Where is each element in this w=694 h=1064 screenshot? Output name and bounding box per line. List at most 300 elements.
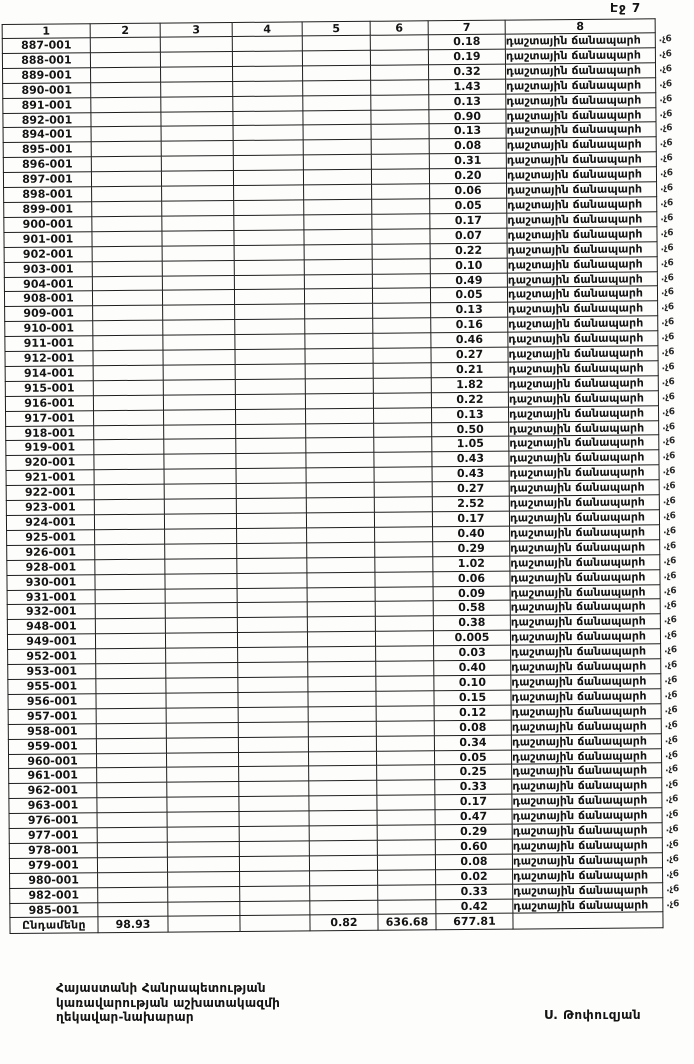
parcel-id-cell: 960-001 [9,753,97,769]
footer-org-line-3: ղեկավար-նախարար [56,1010,194,1024]
overflow-text: .չ6 [663,526,677,537]
empty-cell-col4 [233,170,303,186]
empty-cell-col5 [309,855,377,870]
area-value-cell: 0.58 [433,601,510,617]
empty-cell-col2 [97,842,167,858]
empty-cell-col6 [375,631,433,646]
empty-cell-col6 [377,825,435,840]
road-type-cell [507,256,674,272]
empty-cell-col5 [303,80,371,95]
road-type-label: դաշտային ճանապարհ [511,704,647,719]
road-type-cell [506,152,673,168]
overflow-text: .չ6 [663,540,677,552]
empty-cell-col5 [307,542,375,557]
empty-cell-col6 [377,840,435,855]
empty-cell-col4 [238,647,308,663]
header-cell-4: 4 [232,22,302,37]
empty-cell-col3 [166,722,238,738]
parcel-id-cell: 889-001 [3,68,91,84]
overflow-text: .չ6 [660,227,674,239]
empty-cell-col4 [234,200,304,216]
area-value-cell: 1.05 [432,437,509,453]
empty-cell-col5 [309,766,377,781]
total-col8-cell [513,912,663,929]
area-value-cell: 0.07 [430,228,507,244]
empty-cell-col4 [237,528,307,544]
empty-cell-col6 [376,646,434,661]
empty-cell-col5 [306,482,374,497]
empty-cell-col2 [96,693,166,709]
empty-cell-col3 [165,618,237,634]
parcel-id-cell: 908-001 [4,291,92,307]
empty-cell-col4 [234,215,304,231]
empty-cell-col4 [235,304,305,320]
empty-cell-col2 [97,768,167,784]
empty-cell-col5 [308,706,376,721]
area-value-cell: 0.47 [435,809,512,825]
empty-cell-col4 [239,796,309,812]
parcel-id-cell: 963-001 [9,798,97,814]
empty-cell-col2 [92,186,162,202]
empty-cell-col2 [91,82,161,98]
road-type-label: դաշտային ճանապարհ [507,197,643,212]
road-type-label: դաշտային ճանապարհ [506,167,643,182]
empty-cell-col6 [372,229,430,244]
road-type-cell [507,271,674,287]
empty-cell-col2 [92,231,162,247]
area-value-cell: 0.90 [429,109,506,125]
empty-cell-col3 [162,260,234,276]
overflow-text: .չ6 [662,436,676,447]
road-type-label: դաշտային ճանապարհ [510,570,646,585]
empty-cell-col5 [306,453,374,468]
road-type-label: դաշտային ճանապարհ [512,823,648,838]
empty-cell-col3 [161,111,233,127]
data-table-wrapper [2,18,680,934]
road-type-label: դաշտային ճանապարհ [511,659,647,674]
total-label-cell: Ընդամենը [10,917,98,934]
area-value-cell: 0.15 [434,690,511,706]
overflow-text: .չ6 [659,168,673,179]
overflow-text: .չ6 [665,824,679,835]
parcel-table [2,18,680,934]
area-value-cell: 2.52 [432,496,509,512]
parcel-id-cell: 922-001 [6,485,94,501]
overflow-text: .չ6 [661,332,675,343]
empty-cell-col4 [237,543,307,559]
overflow-text: .չ6 [659,123,673,134]
empty-cell-col6 [377,765,435,780]
overflow-text: .չ6 [659,153,673,164]
empty-cell-col4 [236,453,306,469]
empty-cell-col3 [163,305,235,321]
overflow-text: .չ6 [664,645,678,656]
empty-cell-col4 [237,617,307,633]
parcel-id-cell: 976-001 [9,813,97,829]
parcel-id-cell: 887-001 [2,38,90,54]
empty-cell-col6 [376,676,434,691]
area-value-cell: 0.16 [431,317,508,333]
empty-cell-col4 [238,677,308,693]
overflow-text: .չ6 [659,108,673,119]
parcel-id-cell: 925-001 [7,530,95,546]
overflow-text: .չ6 [663,585,677,596]
empty-cell-col3 [161,81,233,97]
road-type-label: դաշտային ճանապարհ [512,793,648,808]
road-type-cell [506,107,673,123]
empty-cell-col2 [92,216,162,232]
parcel-id-cell: 985-001 [10,902,98,918]
empty-cell-col2 [93,350,163,366]
road-type-cell [512,853,679,869]
road-type-cell [511,733,678,749]
road-type-cell [509,510,676,526]
empty-cell-col5 [303,140,371,155]
road-type-cell [511,689,678,705]
overflow-text: .չ6 [662,466,676,477]
header-cell-7: 7 [428,20,505,35]
road-type-label: դաշտային ճանապարհ [509,420,645,436]
empty-cell-col5 [305,393,373,408]
road-type-label: դաշտային ճանապարհ [507,212,643,227]
parcel-id-cell: 982-001 [10,887,98,903]
empty-cell-col2 [90,52,160,68]
empty-cell-col3 [164,513,236,529]
empty-cell-col6 [371,154,429,169]
empty-cell-col6 [378,884,436,899]
empty-cell-col2 [91,67,161,83]
parcel-id-cell: 961-001 [9,768,97,784]
area-value-cell: 0.38 [433,615,510,631]
empty-cell-col5 [304,184,372,199]
area-value-cell: 0.43 [432,466,509,482]
road-type-cell [510,555,677,571]
empty-cell-col2 [93,305,163,321]
overflow-text: .չ6 [664,734,678,745]
empty-cell-col3 [163,335,235,351]
road-type-label: դաշտային ճանապարհ [510,525,646,540]
empty-cell-col5 [310,900,378,915]
road-type-label: դաշտային ճանապարհ [511,689,647,704]
road-type-label: դաշտային ճանապարհ [513,883,649,898]
empty-cell-col2 [93,335,163,351]
empty-cell-col6 [374,452,432,467]
road-type-label: դաշտային ճանապարհ [512,778,648,793]
empty-cell-col2 [96,738,166,754]
empty-cell-col2 [93,365,163,381]
road-type-cell [509,465,676,481]
empty-cell-col6 [373,378,431,393]
empty-cell-col6 [371,94,429,109]
empty-cell-col5 [303,65,371,80]
empty-cell-col4 [235,364,305,380]
empty-cell-col3 [160,37,232,53]
empty-cell-col3 [162,215,234,231]
road-type-label: դաշտային ճանապարհ [510,555,646,570]
empty-cell-col3 [165,543,237,559]
empty-cell-col4 [236,483,306,499]
empty-cell-col2 [95,559,165,575]
empty-cell-col4 [233,66,303,82]
parcel-id-cell: 930-001 [7,574,95,590]
road-type-label: դաշտային ճանապարհ [507,271,643,287]
road-type-label: դաշտային ճանապարհ [510,614,646,629]
empty-cell-col3 [168,871,240,887]
empty-cell-col4 [232,36,302,52]
parcel-id-cell: 979-001 [9,858,97,874]
road-type-cell [511,718,678,734]
road-type-cell [508,361,675,377]
area-value-cell: 0.33 [436,884,513,900]
empty-cell-col5 [303,155,371,170]
empty-cell-col2 [97,812,167,828]
road-type-cell [512,823,679,839]
empty-cell-col2 [91,156,161,172]
road-type-label: դաշտային ճանապարհ [506,107,642,123]
empty-cell-col4 [234,274,304,290]
footer-org-line-1: Հայաստանի Հանրապետության [56,981,266,995]
area-value-cell: 0.08 [434,720,511,736]
parcel-id-cell: 900-001 [4,217,92,233]
overflow-text: .չ6 [664,690,678,701]
area-value-cell: 0.10 [434,675,511,691]
parcel-id-cell: 955-001 [8,679,96,695]
road-type-cell [510,614,677,630]
total-col5-cell: 0.82 [310,915,378,932]
empty-cell-col4 [233,96,303,112]
empty-cell-col6 [374,467,432,482]
road-type-cell [508,301,675,317]
empty-cell-col4 [236,423,306,439]
empty-cell-col2 [94,499,164,515]
road-type-cell [505,63,673,79]
overflow-text: .չ6 [662,421,676,432]
area-value-cell: 0.13 [431,302,508,318]
parcel-id-cell: 894-001 [3,127,91,143]
empty-cell-col3 [165,603,237,619]
parcel-id-cell: 914-001 [5,366,93,382]
empty-cell-col6 [372,243,430,258]
empty-cell-col3 [166,677,238,693]
road-type-cell [513,868,680,884]
parcel-id-cell: 926-001 [7,545,95,561]
empty-cell-col5 [304,274,372,289]
empty-cell-col5 [303,110,371,125]
empty-cell-col3 [164,424,236,440]
empty-cell-col6 [373,363,431,378]
road-type-label: դաշտային ճանապարհ [508,376,644,391]
road-type-cell [510,584,677,600]
empty-cell-col6 [374,497,432,512]
empty-cell-col4 [235,349,305,365]
overflow-text: .չ6 [663,630,678,641]
empty-cell-col4 [238,692,308,708]
empty-cell-col2 [92,246,162,262]
overflow-text: .չ6 [666,898,680,909]
road-type-cell [508,405,676,421]
empty-cell-col5 [304,229,372,244]
area-value-cell: 1.02 [433,556,510,572]
empty-cell-col4 [234,289,304,305]
empty-cell-col3 [167,812,239,828]
overflow-text: .չ6 [662,511,676,522]
empty-cell-col6 [373,393,431,408]
empty-cell-col4 [235,379,305,395]
empty-cell-col3 [162,186,234,202]
empty-cell-col5 [308,736,376,751]
road-type-cell [506,167,673,183]
parcel-id-cell: 892-001 [3,112,91,128]
parcel-id-cell: 896-001 [3,157,91,173]
overflow-text: .չ6 [666,868,680,880]
empty-cell-col2 [96,708,166,724]
empty-cell-col4 [234,259,304,275]
road-type-label: դաշտային ճանապարհ [511,734,647,749]
empty-cell-col5 [308,721,376,736]
overflow-text: .չ6 [666,883,680,894]
road-type-cell [509,450,676,466]
empty-cell-col6 [374,512,432,527]
empty-cell-col6 [377,810,435,825]
road-type-cell [509,495,676,511]
empty-cell-col4 [233,125,303,141]
empty-cell-col4 [240,886,310,902]
road-type-cell [511,674,678,690]
empty-cell-col5 [306,423,374,438]
empty-cell-col5 [303,95,371,110]
road-type-cell [507,241,674,257]
empty-cell-col6 [371,124,429,139]
empty-cell-col2 [94,484,164,500]
road-type-label: դաշտային ճանապարհ [510,629,647,644]
road-type-label: դաշտային ճանապարհ [509,450,645,465]
empty-cell-col2 [93,380,163,396]
parcel-id-cell: 959-001 [8,738,96,754]
empty-cell-col5 [305,363,373,378]
road-type-label: դաշտային ճանապարհ [508,331,644,346]
area-value-cell: 0.25 [435,765,512,781]
empty-cell-col5 [307,587,375,602]
road-type-label: դաշտային ճանապարհ [513,868,649,883]
road-type-label: դաշտային ճանապարհ [506,78,642,93]
parcel-id-cell: 910-001 [5,321,93,337]
overflow-text: .չ6 [665,839,679,850]
road-type-label: դաշտային ճանապարհ [511,644,647,659]
overflow-text: .չ6 [665,764,679,775]
empty-cell-col3 [161,171,233,187]
area-value-cell: 0.43 [432,451,509,467]
parcel-id-cell: 915-001 [5,381,93,397]
area-value-cell: 0.22 [430,243,507,259]
area-value-cell: 0.49 [430,273,507,289]
empty-cell-col4 [239,841,309,857]
area-value-cell: 0.42 [436,899,513,915]
empty-cell-col2 [91,112,161,128]
empty-cell-col5 [307,527,375,542]
empty-cell-col6 [375,527,433,542]
area-value-cell: 0.13 [429,124,506,140]
road-type-cell [511,659,678,675]
road-type-label: դաշտային ճանապարհ [509,495,645,510]
area-value-cell: 0.34 [434,735,511,751]
empty-cell-col3 [165,528,237,544]
empty-cell-col3 [162,200,234,216]
area-value-cell: 0.12 [434,705,511,721]
parcel-id-cell: 911-001 [5,336,93,352]
road-type-label: դաշտային ճանապարհ [509,435,645,451]
empty-cell-col5 [308,691,376,706]
empty-cell-col4 [236,468,306,484]
empty-cell-col5 [303,169,371,184]
empty-cell-col3 [168,901,240,917]
road-type-label: դաշտային ճանապարհ [511,674,647,689]
empty-cell-col6 [370,50,428,65]
empty-cell-col6 [373,348,431,363]
parcel-id-cell: 904-001 [4,276,92,292]
overflow-text: .չ6 [661,317,675,328]
signature-name: Ս. Թոփուզյան [544,1008,642,1022]
empty-cell-col3 [162,245,234,261]
road-type-cell [506,122,673,138]
overflow-text: .չ6 [660,213,674,224]
empty-cell-col2 [94,425,164,441]
road-type-label: դաշտային ճանապարհ [507,257,643,272]
empty-cell-col6 [371,109,429,124]
area-value-cell: 0.17 [435,794,512,810]
empty-cell-col2 [93,320,163,336]
road-type-label: դաշտային ճանապարհ [508,361,644,376]
overflow-text: .չ6 [665,794,679,805]
parcel-id-cell: 980-001 [10,872,98,888]
road-type-cell [507,197,674,213]
empty-cell-col4 [238,707,308,723]
empty-cell-col3 [166,692,238,708]
empty-cell-col6 [376,691,434,706]
empty-cell-col5 [310,885,378,900]
total-col2-cell: 98.93 [98,917,168,934]
road-type-cell [505,33,672,49]
empty-cell-col3 [160,51,232,67]
empty-cell-col4 [238,751,308,767]
header-cell-8: 8 [505,19,655,34]
empty-cell-col5 [306,468,374,483]
empty-cell-col2 [97,857,167,873]
overflow-text: .չ6 [665,809,679,820]
road-type-cell [508,331,675,347]
empty-cell-col5 [308,751,376,766]
empty-cell-col5 [307,572,375,587]
empty-cell-col3 [164,499,236,515]
empty-cell-col5 [306,512,374,527]
empty-cell-col6 [371,169,429,184]
empty-cell-col3 [163,320,235,336]
header-cell-2: 2 [90,23,160,38]
overflow-text: .չ6 [661,391,675,403]
empty-cell-col6 [377,780,435,795]
road-type-cell [507,227,674,243]
parcel-id-cell: 948-001 [7,619,95,635]
road-type-cell [508,391,675,407]
empty-cell-col3 [164,484,236,500]
empty-cell-col6 [375,616,433,631]
overflow-text: .չ6 [658,49,672,60]
footer-org-block [56,981,280,1025]
road-type-cell [508,376,675,392]
overflow-text: .չ6 [660,257,674,268]
parcel-id-cell: 920-001 [6,455,94,471]
empty-cell-col5 [305,304,373,319]
road-type-label: դաշտային ճանապարհ [510,599,646,615]
